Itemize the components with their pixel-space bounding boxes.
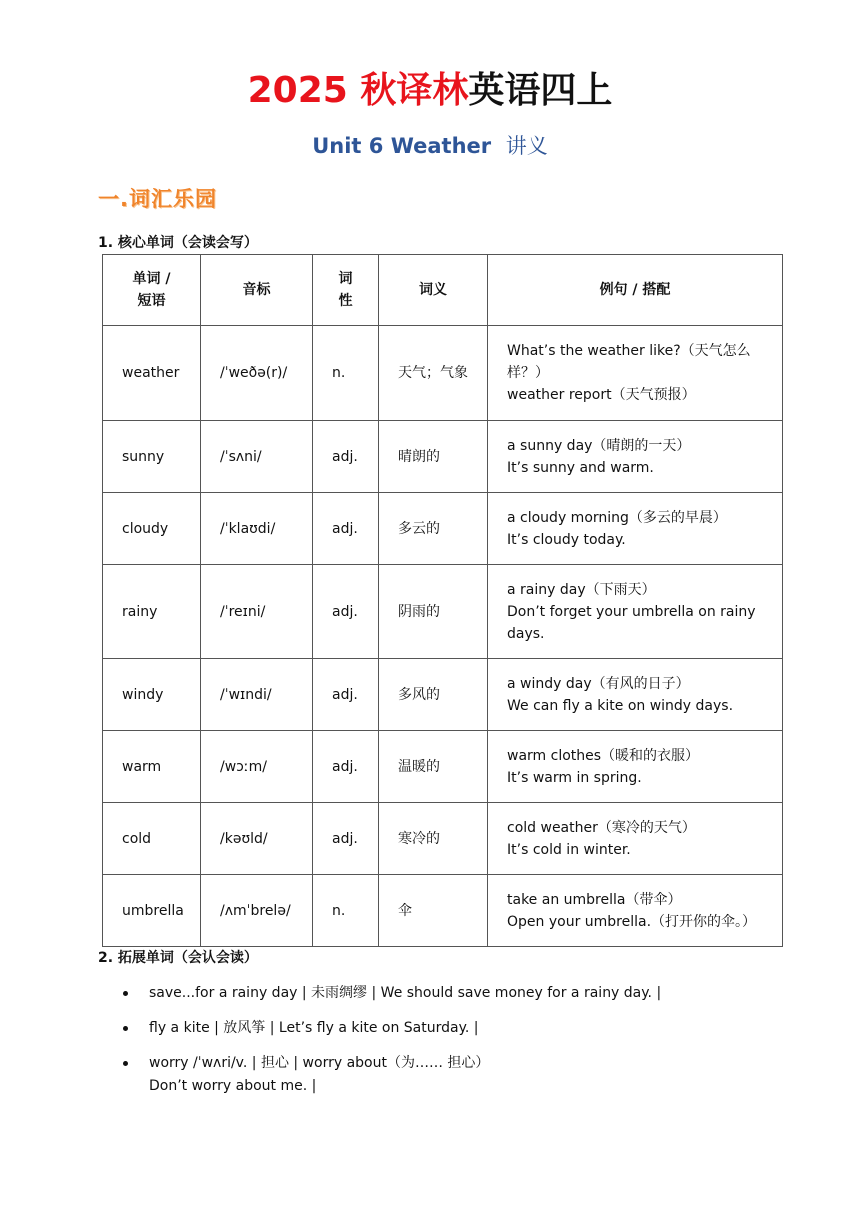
phonetic-cell: /ˈreɪni/ (201, 565, 313, 659)
list-item: save...for a rainy day | 未雨绸缪 | We should save money for a rainy day. | (120, 982, 820, 1005)
subtitle-english: Unit 6 Weather (312, 134, 492, 158)
phonetic-cell: /ˈsʌni/ (201, 421, 313, 493)
extended-words-heading: 2. 拓展单词（会认会读） (98, 950, 258, 966)
phonetic-cell: /ˈklaʊdi/ (201, 493, 313, 565)
title-red-part: 2025 秋译林 (247, 70, 469, 111)
meaning-cell: 伞 (379, 875, 488, 947)
header-word: 单词 / 短语 (103, 255, 201, 326)
meaning-cell: 寒冷的 (379, 803, 488, 875)
pos-cell: n. (313, 326, 379, 421)
example-cell: What’s the weather like?（天气怎么样？） weather report（天气预报） (488, 326, 783, 421)
table-row (103, 493, 783, 565)
core-words-heading: 1. 核心单词（会读会写） (98, 235, 258, 251)
phonetic-cell: /ˈweðə(r)/ (201, 326, 313, 421)
phonetic-cell: /kəʊld/ (201, 803, 313, 875)
title-black-part: 英语四上 (468, 70, 613, 111)
meaning-cell: 温暖的 (379, 731, 488, 803)
pos-cell: adj. (313, 493, 379, 565)
list-item: worry /ˈwʌri/v. | 担心 | worry about（为…… 担心） Don’t worry about me. | (120, 1052, 820, 1098)
word-cell: umbrella (103, 875, 201, 947)
list-item: fly a kite | 放风筝 | Let’s fly a kite on Saturday. | (120, 1017, 820, 1040)
example-cell: a windy day（有风的日子） We can fly a kite on windy days. (488, 659, 783, 731)
pos-cell: adj. (313, 565, 379, 659)
phonetic-cell: /ʌmˈbrelə/ (201, 875, 313, 947)
word-cell: cloudy (103, 493, 201, 565)
word-cell: sunny (103, 421, 201, 493)
example-cell: a sunny day（晴朗的一天） It’s sunny and warm. (488, 421, 783, 493)
example-cell: take an umbrella（带伞） Open your umbrella.（打开你的伞。） (488, 875, 783, 947)
pos-cell: adj. (313, 803, 379, 875)
table-row (103, 326, 783, 421)
word-cell: warm (103, 731, 201, 803)
meaning-cell: 天气；气象 (379, 326, 488, 421)
phonetic-cell: /wɔːm/ (201, 731, 313, 803)
subtitle-chinese: 讲义 (505, 134, 548, 158)
vocabulary-table (102, 254, 783, 947)
table-row (103, 875, 783, 947)
page-subtitle (0, 131, 860, 161)
table-row (103, 421, 783, 493)
table-row (103, 731, 783, 803)
table-row (103, 659, 783, 731)
page-title (0, 68, 860, 114)
example-cell: warm clothes（暖和的衣服） It’s warm in spring. (488, 731, 783, 803)
header-example: 例句 / 搭配 (488, 255, 783, 326)
table-row (103, 565, 783, 659)
table-header-row (103, 255, 783, 326)
example-cell: a rainy day（下雨天） Don’t forget your umbrella on rainy days. (488, 565, 783, 659)
pos-cell: adj. (313, 421, 379, 493)
example-cell: a cloudy morning（多云的早晨） It’s cloudy today. (488, 493, 783, 565)
header-phonetic: 音标 (201, 255, 313, 326)
table-row (103, 803, 783, 875)
pos-cell: n. (313, 875, 379, 947)
pos-cell: adj. (313, 659, 379, 731)
word-cell: weather (103, 326, 201, 421)
meaning-cell: 晴朗的 (379, 421, 488, 493)
word-cell: rainy (103, 565, 201, 659)
header-part-of-speech: 词 性 (313, 255, 379, 326)
section-heading: 一.词汇乐园 (98, 187, 217, 211)
extended-words-list (120, 982, 820, 1110)
example-cell: cold weather（寒冷的天气） It’s cold in winter. (488, 803, 783, 875)
phonetic-cell: /ˈwɪndi/ (201, 659, 313, 731)
header-meaning: 词义 (379, 255, 488, 326)
word-cell: cold (103, 803, 201, 875)
meaning-cell: 阴雨的 (379, 565, 488, 659)
meaning-cell: 多风的 (379, 659, 488, 731)
meaning-cell: 多云的 (379, 493, 488, 565)
pos-cell: adj. (313, 731, 379, 803)
word-cell: windy (103, 659, 201, 731)
